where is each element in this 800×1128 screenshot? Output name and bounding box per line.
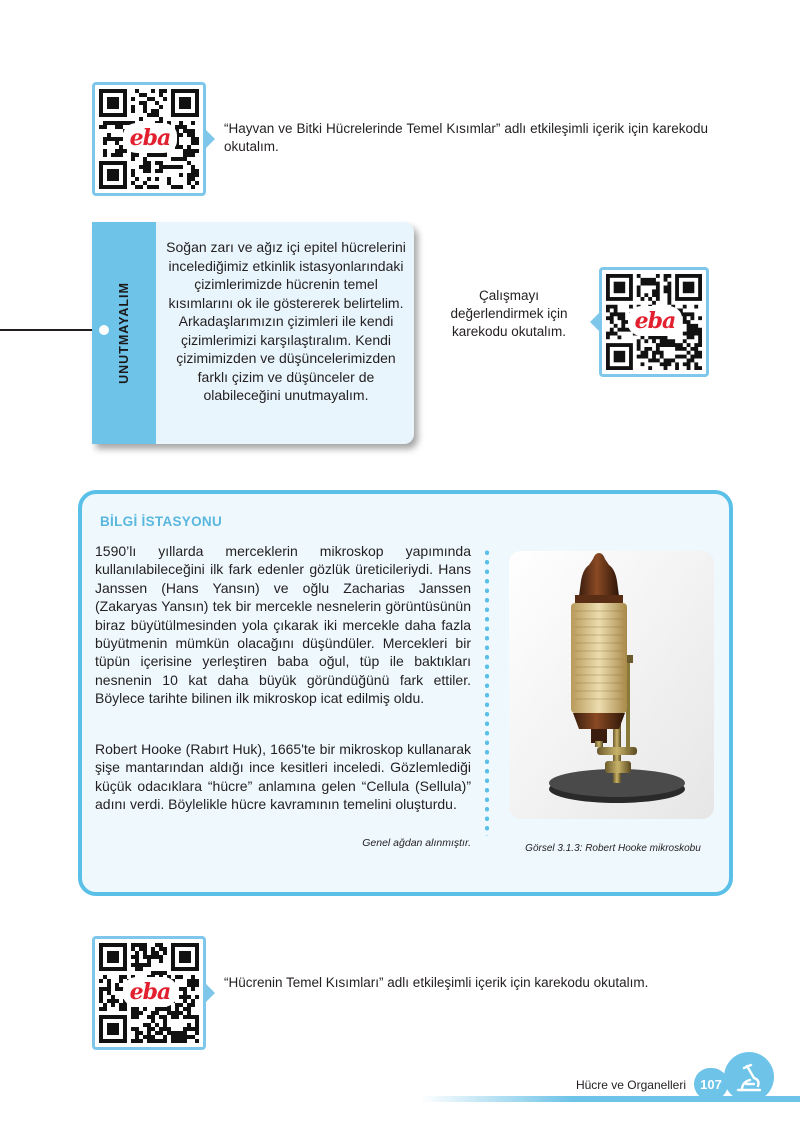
dotted-divider: [485, 548, 489, 836]
pointer-arrow: [206, 984, 215, 1002]
image-caption: Görsel 3.1.3: Robert Hooke mikroskobu: [525, 843, 701, 854]
eba-logo: eba: [628, 306, 682, 336]
microscope-icon: [724, 1052, 774, 1102]
page-number: 107: [694, 1068, 728, 1100]
eba-logo: eba: [123, 977, 177, 1007]
bilgi-title: BİLGİ İSTASYONU: [100, 514, 223, 529]
pointer-arrow: [206, 130, 215, 148]
bilgi-paragraph-2: Robert Hooke (Rabırt Huk), 1665'te bir mikroskop kullanarak şişe mantarından aldığı ince kesitleri inceledi. Gözlemlediği küçük odacıklara “hücre” anlamına gelen “Cellula (Sellula)” adını verdi. Böylelikle hücre kavramının temelini oluşturdu.: [95, 741, 471, 813]
evaluation-caption: Çalışmayı değerlendirmek için karekodu okutalım.: [450, 288, 568, 339]
bilgi-paragraph-1: 1590’lı yıllarda merceklerin mikroskop yapımında kullanılabileceğini ilk fark edenler gözlük üreticileriydi. Hans Janssen (Hans Yansın) ve oğlu Zacharias Janssen (Zakaryas Yansın) tek bir mercekle nesnelerin görüntüsünün biraz büyütülmesinden yola çıkarak iki mercekle daha fazla büyütmenin mümkün olacağını düşündüler. Mercekleri bir tüpün içerisine yerleştiren baba oğul, tüp ile baktıkları nesnenin 10 kat daha büyük göründüğünü fark ettiler. Böylece tarihte bilinen ilk mikroskop icat edilmiş oldu.: [95, 543, 471, 707]
qr-code-evaluation[interactable]: [599, 267, 709, 377]
pointer-arrow: [590, 313, 599, 331]
qr-code-hucre-kisimlari[interactable]: [92, 936, 206, 1050]
unutmayalim-label: UNUTMAYALIM: [117, 282, 131, 384]
connector-dot: [96, 322, 112, 338]
hooke-microscope-image: [509, 551, 714, 819]
qr-top-caption: “Hayvan ve Bitki Hücrelerinde Temel Kısımlar” adlı etkileşimli içerik için karekodu okutalım.: [224, 121, 708, 154]
qr-code-hayvan-bitki[interactable]: [92, 82, 206, 196]
unutmayalim-text: Soğan zarı ve ağız içi epitel hücrelerini incelediğimiz etkinlik istasyonlarındaki çizimlerimizde hücrenin temel kısımlarını ok ile göstererek belirtelim. Arkadaşlarımızın çizimleri ile kendi çizimlerimizi karşılaştıralım. Kendi çizimimizden ve düşüncelerimizden farklı çizim ve düşünceler de olabileceğini unutmayalım.: [166, 239, 406, 403]
chapter-title: Hücre ve Organelleri: [575, 1078, 686, 1092]
unutmayalim-box: [92, 222, 414, 444]
bilgi-source: Genel ağdan alınmıştır.: [362, 837, 471, 849]
qr-bottom-caption: “Hücrenin Temel Kısımları” adlı etkileşimli içerik için karekodu okutalım.: [224, 975, 649, 990]
bilgi-istasyonu-box: [78, 490, 733, 896]
eba-logo: eba: [123, 123, 177, 153]
connector-line: [0, 329, 100, 331]
